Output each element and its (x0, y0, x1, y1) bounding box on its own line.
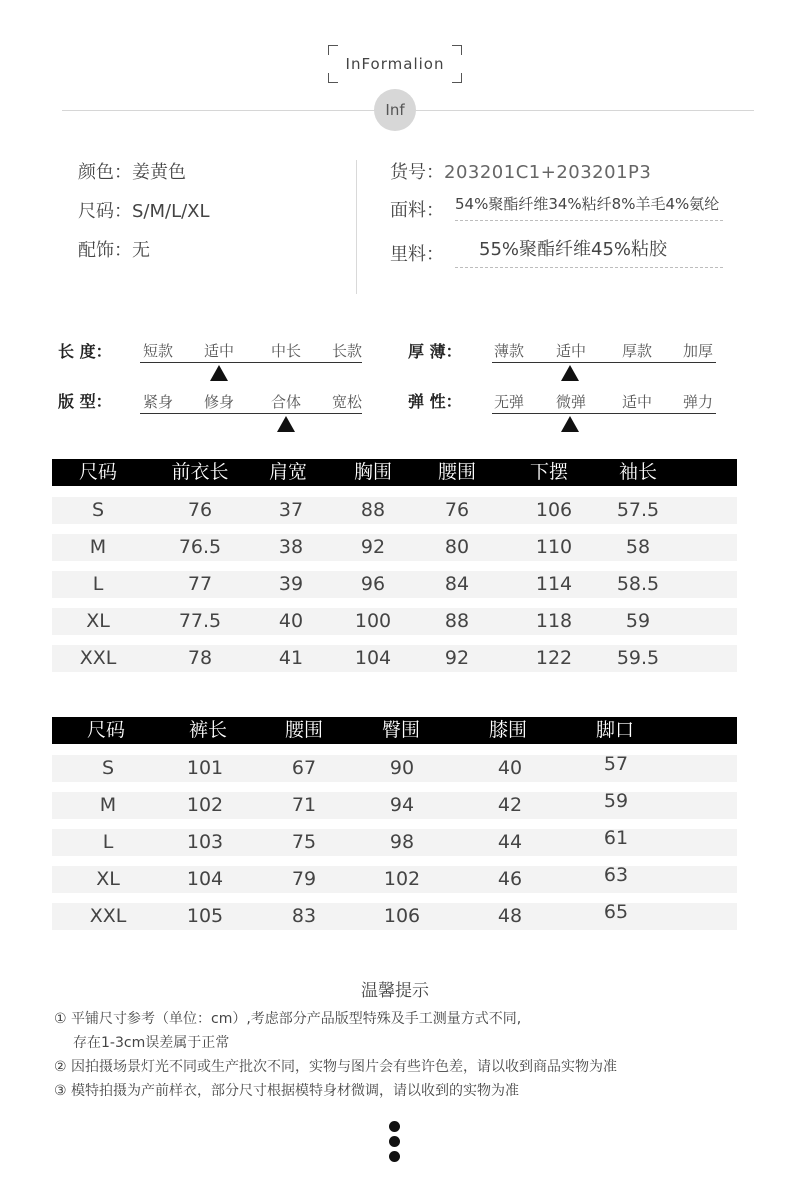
table-cell: 58.5 (616, 573, 660, 595)
header-badge: Inf (374, 89, 416, 131)
table-header-cell: 裤长 (188, 719, 227, 741)
tips-title: 温馨提示 (361, 981, 429, 1001)
lining-underline (455, 267, 723, 268)
table-row (52, 608, 737, 635)
table-row (52, 792, 737, 819)
fit-option: 紧身 (142, 393, 173, 411)
table-cell: S (91, 499, 105, 521)
table-cell: 102 (186, 794, 224, 816)
accessory-label: 配饰： (78, 240, 132, 261)
table-cell: 57 (603, 753, 629, 775)
table-cell: 88 (444, 610, 470, 632)
table-cell: 110 (535, 536, 573, 558)
table-cell: 38 (278, 536, 304, 558)
pants-size-table (52, 717, 737, 933)
table-cell: 46 (497, 868, 523, 890)
fit-option: 合体 (270, 393, 301, 411)
table-cell: 77.5 (178, 610, 222, 632)
more-dots-icon (389, 1121, 400, 1132)
table-header-cell: 前衣长 (171, 461, 229, 483)
table-header (52, 459, 737, 486)
table-row (52, 866, 737, 893)
table-cell: 63 (603, 864, 629, 886)
fabric-row (390, 196, 444, 222)
elasticity-scale-line (492, 413, 716, 414)
table-cell: 40 (497, 757, 523, 779)
table-cell: 104 (186, 868, 224, 890)
table-cell: 100 (354, 610, 392, 632)
table-row (52, 571, 737, 598)
table-cell: 122 (535, 647, 573, 669)
table-cell: M (89, 536, 107, 558)
table-cell: S (101, 757, 115, 779)
tip-item: 存在1-3cm误差属于正常 (73, 1035, 230, 1051)
table-header-cell: 臀围 (381, 719, 420, 741)
table-cell: 118 (535, 610, 573, 632)
table-cell: 114 (535, 573, 573, 595)
lining-value: 55%聚酯纤维45%粘胶 (479, 239, 668, 260)
length-option: 长款 (331, 342, 362, 360)
table-header-cell: 腰围 (437, 461, 476, 483)
table-cell: 76 (444, 499, 470, 521)
table-cell: 58 (625, 536, 651, 558)
table-cell: 76 (187, 499, 213, 521)
length-option: 适中 (203, 342, 234, 360)
table-cell: 96 (360, 573, 386, 595)
table-cell: 84 (444, 573, 470, 595)
elasticity-label: 弹 性： (408, 392, 462, 411)
table-header-cell: 袖长 (618, 461, 657, 483)
table-cell: 78 (187, 647, 213, 669)
table-cell: 41 (278, 647, 304, 669)
table-cell: 42 (497, 794, 523, 816)
size-label: 尺码： (78, 201, 132, 222)
table-cell: XXL (89, 905, 127, 927)
more-dots-icon (389, 1151, 400, 1162)
table-cell: 71 (291, 794, 317, 816)
table-cell: XL (96, 868, 120, 890)
table-cell: 92 (360, 536, 386, 558)
thickness-option: 厚款 (621, 342, 652, 360)
table-header-cell: 尺码 (78, 461, 117, 483)
elasticity-marker-icon (561, 416, 579, 432)
sku-label: 货号： (390, 162, 444, 183)
table-cell: 92 (444, 647, 470, 669)
table-row (52, 534, 737, 561)
table-cell: 90 (389, 757, 415, 779)
table-cell: 83 (291, 905, 317, 927)
table-header-cell: 膝围 (488, 719, 527, 741)
table-cell: 67 (291, 757, 317, 779)
tip-item: ① 平铺尺寸参考（单位：cm）,考虑部分产品版型特殊及手工测量方式不同, (54, 1011, 522, 1027)
tip-item: ③ 模特拍摄为产前样衣，部分尺寸根据模特身材微调，请以收到的实物为准 (54, 1083, 519, 1099)
table-cell: L (102, 831, 114, 853)
top-size-table (52, 459, 737, 675)
lining-row (390, 240, 444, 266)
table-header-cell: 尺码 (86, 719, 125, 741)
info-divider (356, 160, 357, 294)
table-cell: 88 (360, 499, 386, 521)
sku-value: 203201C1+203201P3 (444, 162, 652, 183)
thickness-label: 厚 薄： (408, 342, 462, 361)
color-label: 颜色： (78, 162, 132, 183)
table-cell: 77 (187, 573, 213, 595)
size-value: S/M/L/XL (132, 201, 210, 222)
accessory-row (78, 236, 150, 262)
table-header-cell: 下摆 (529, 461, 568, 483)
thickness-option: 适中 (555, 342, 586, 360)
fabric-label: 面料： (390, 200, 444, 221)
table-cell: 94 (389, 794, 415, 816)
thickness-marker-icon (561, 365, 579, 381)
table-cell: 59 (625, 610, 651, 632)
table-row (52, 903, 737, 930)
table-header-cell: 腰围 (284, 719, 323, 741)
fit-label: 版 型： (58, 392, 112, 411)
tip-item: ② 因拍摄场景灯光不同或生产批次不同，实物与图片会有些许色差，请以收到商品实物为准 (54, 1059, 617, 1075)
table-cell: 48 (497, 905, 523, 927)
table-cell: 106 (535, 499, 573, 521)
table-cell: 75 (291, 831, 317, 853)
sku-row (390, 158, 651, 184)
table-cell: 40 (278, 610, 304, 632)
table-row (52, 497, 737, 524)
table-cell: 59 (603, 790, 629, 812)
table-row (52, 645, 737, 672)
length-scale-line (140, 362, 362, 363)
table-cell: 61 (603, 827, 629, 849)
table-cell: 76.5 (178, 536, 222, 558)
fit-option: 修身 (203, 393, 234, 411)
thickness-scale-line (492, 362, 716, 363)
fit-marker-icon (277, 416, 295, 432)
color-value: 姜黄色 (132, 162, 186, 183)
table-cell: 44 (497, 831, 523, 853)
fabric-value: 54%聚酯纤维34%粘纤8%羊毛4%氨纶 (455, 195, 720, 213)
table-cell: L (92, 573, 104, 595)
thickness-option: 加厚 (682, 342, 713, 360)
table-cell: 37 (278, 499, 304, 521)
fit-option: 宽松 (331, 393, 362, 411)
table-cell: 80 (444, 536, 470, 558)
table-header-cell: 肩宽 (268, 461, 307, 483)
length-option: 中长 (270, 342, 301, 360)
table-header (52, 717, 737, 744)
length-option: 短款 (142, 342, 173, 360)
table-header-cell: 脚口 (595, 719, 634, 741)
header-frame (328, 45, 462, 83)
accessory-value: 无 (132, 240, 150, 261)
elasticity-option: 微弹 (555, 393, 586, 411)
table-cell: 65 (603, 901, 629, 923)
table-cell: 102 (383, 868, 421, 890)
table-cell: 106 (383, 905, 421, 927)
elasticity-option: 适中 (621, 393, 652, 411)
table-cell: M (99, 794, 117, 816)
table-cell: 98 (389, 831, 415, 853)
table-row (52, 829, 737, 856)
length-marker-icon (210, 365, 228, 381)
table-cell: 104 (354, 647, 392, 669)
thickness-option: 薄款 (493, 342, 524, 360)
size-row (78, 197, 210, 223)
table-cell: 57.5 (616, 499, 660, 521)
table-cell: 39 (278, 573, 304, 595)
lining-label: 里料： (390, 244, 444, 265)
table-row (52, 755, 737, 782)
table-cell: XL (86, 610, 110, 632)
table-cell: 59.5 (616, 647, 660, 669)
more-dots-icon (389, 1136, 400, 1147)
table-cell: 103 (186, 831, 224, 853)
elasticity-option: 弹力 (682, 393, 713, 411)
fit-scale-line (140, 413, 362, 414)
fabric-underline (455, 220, 723, 221)
table-cell: 79 (291, 868, 317, 890)
table-cell: XXL (79, 647, 117, 669)
table-header-cell: 胸围 (353, 461, 392, 483)
page-title: InFormalion (345, 55, 445, 73)
table-cell: 101 (186, 757, 224, 779)
table-cell: 105 (186, 905, 224, 927)
elasticity-option: 无弹 (493, 393, 524, 411)
length-label: 长 度： (58, 342, 112, 361)
color-row (78, 158, 186, 184)
